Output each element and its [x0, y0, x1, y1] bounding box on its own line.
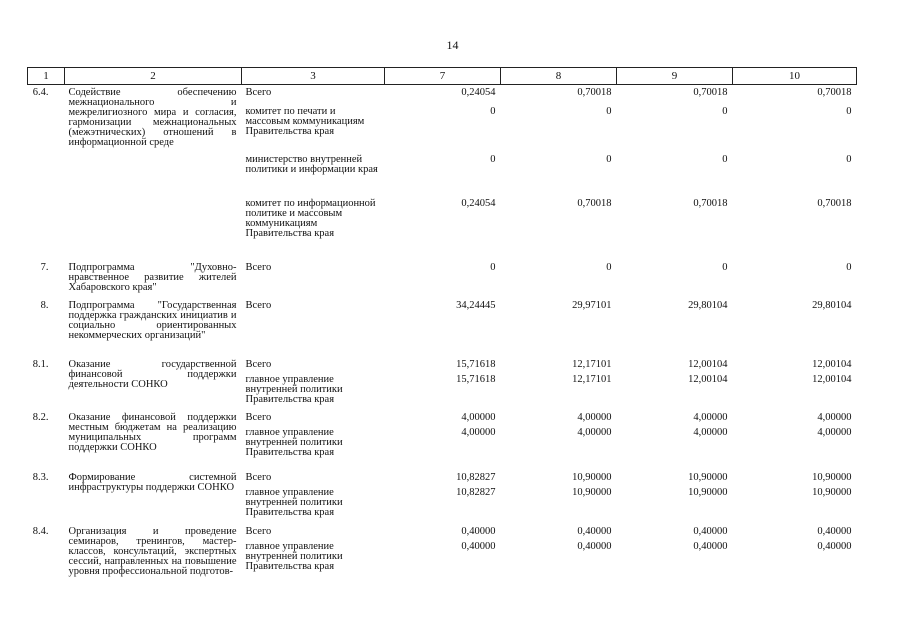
executor: Всего [245, 525, 272, 537]
activity-name: Оказание финансовой поддержки местным бюджетам на реализацию муниципальных программ поддержки СОНКО [68, 411, 237, 453]
column-header: 3 [242, 68, 385, 85]
value-col9: 4,00000 [693, 426, 728, 438]
value-col10: 10,90000 [812, 486, 852, 498]
value-col7: 0,24054 [461, 197, 496, 209]
row-index: 8.1. [32, 358, 49, 370]
value-col10: 10,90000 [812, 471, 852, 483]
column-header: 10 [733, 68, 857, 85]
executor: главное управление внутренней политики Правительства края [245, 426, 343, 458]
value-col10: 0 [846, 261, 852, 273]
value-col8: 0,40000 [577, 540, 612, 552]
value-col9: 10,90000 [688, 471, 728, 483]
value-col9: 0,40000 [693, 540, 728, 552]
row-index [28, 375, 65, 413]
activity-name: Подпрограмма "Духовно-нравственное развитие жителей Хабаровского края" [68, 261, 237, 293]
value-col7: 15,71618 [456, 358, 496, 370]
executor: Всего [245, 299, 272, 311]
value-col10: 4,00000 [817, 426, 852, 438]
value-col8: 0 [606, 261, 612, 273]
row-index [28, 199, 65, 263]
executor: главное управление внутренней политики Правительства края [245, 540, 343, 572]
table-row [28, 413, 857, 428]
executor: министерство внутренней политики и информации края [245, 153, 378, 175]
value-col8: 4,00000 [577, 426, 612, 438]
value-col10: 0,40000 [817, 525, 852, 537]
row-index [28, 107, 65, 155]
value-col7: 34,24445 [456, 299, 496, 311]
value-col10: 29,80104 [812, 299, 852, 311]
value-col10: 12,00104 [812, 358, 852, 370]
row-index: 8.3. [32, 471, 49, 483]
row-index: 7. [40, 261, 49, 273]
value-col8: 0,40000 [577, 525, 612, 537]
value-col7: 10,82827 [456, 486, 496, 498]
value-col8: 0,70018 [577, 197, 612, 209]
row-index [28, 155, 65, 199]
value-col7: 0,40000 [461, 525, 496, 537]
value-col9: 0,70018 [693, 197, 728, 209]
value-col9: 12,00104 [688, 358, 728, 370]
row-index [28, 488, 65, 527]
value-col8: 12,17101 [572, 373, 612, 385]
value-col7: 15,71618 [456, 373, 496, 385]
budget-table [27, 67, 857, 577]
row-index: 8.4. [32, 525, 49, 537]
column-header: 1 [28, 68, 65, 85]
value-col7: 0,40000 [461, 540, 496, 552]
page-number: 14 [446, 38, 459, 52]
table-header-row [28, 68, 857, 85]
column-header: 8 [501, 68, 617, 85]
row-index: 8.2. [32, 411, 49, 423]
executor: главное управление внутренней политики Правительства края [245, 486, 343, 518]
value-col8: 0 [606, 153, 612, 165]
executor: главное управление внутренней политики Правительства края [245, 373, 343, 405]
value-col9: 4,00000 [693, 411, 728, 423]
value-col7: 0 [490, 153, 496, 165]
executor: комитет по печати и массовым коммуникациям Правительства края [245, 105, 365, 137]
activity-name: Подпрограмма "Государственная поддержка гражданских инициатив и социально ориентированных некоммерческих организаций" [68, 299, 237, 341]
value-col9: 12,00104 [688, 373, 728, 385]
value-col8: 10,90000 [572, 486, 612, 498]
value-col9: 10,90000 [688, 486, 728, 498]
executor: Всего [245, 411, 272, 423]
activity-name: Оказание государственной финансовой поддержки деятельности СОНКО [68, 358, 237, 390]
value-col8: 12,17101 [572, 358, 612, 370]
value-col7: 0,24054 [461, 87, 496, 98]
value-col7: 0 [490, 261, 496, 273]
table-row [28, 85, 857, 107]
value-col7: 10,82827 [456, 471, 496, 483]
column-header: 7 [385, 68, 501, 85]
value-col8: 0,70018 [577, 87, 612, 98]
value-col10: 0 [846, 105, 852, 117]
value-col9: 0 [722, 153, 728, 165]
table-row [28, 527, 857, 542]
activity-name: Формирование системной инфраструктуры поддержки СОНКО [68, 471, 237, 493]
value-col7: 0 [490, 105, 496, 117]
column-header: 2 [65, 68, 242, 85]
value-col10: 0,40000 [817, 540, 852, 552]
table-row [28, 473, 857, 488]
executor: Всего [245, 261, 272, 273]
value-col9: 29,80104 [688, 299, 728, 311]
value-col9: 0 [722, 261, 728, 273]
value-col9: 0,70018 [693, 87, 728, 98]
table-row [28, 263, 857, 301]
value-col10: 12,00104 [812, 373, 852, 385]
value-col10: 0 [846, 153, 852, 165]
row-index: 6.4. [32, 87, 49, 98]
executor: Всего [245, 471, 272, 483]
value-col8: 4,00000 [577, 411, 612, 423]
column-header: 9 [617, 68, 733, 85]
row-index [28, 428, 65, 473]
value-col9: 0,40000 [693, 525, 728, 537]
value-col10: 4,00000 [817, 411, 852, 423]
row-index: 8. [40, 299, 49, 311]
row-index [28, 542, 65, 577]
value-col8: 10,90000 [572, 471, 612, 483]
value-col10: 0,70018 [817, 87, 852, 98]
executor: Всего [245, 87, 272, 98]
value-col8: 29,97101 [572, 299, 612, 311]
table-row [28, 301, 857, 360]
value-col8: 0 [606, 105, 612, 117]
executor: Всего [245, 358, 272, 370]
value-col9: 0 [722, 105, 728, 117]
activity-name: Содействие обеспечению межнационального и межрелигиозного мира и согласия, гармонизации межнациональных (межэтнических) отношений в информационной среде [68, 87, 237, 148]
value-col10: 0,70018 [817, 197, 852, 209]
table-row [28, 360, 857, 375]
executor: комитет по информационной политике и массовым коммуникациям Правительства края [245, 197, 376, 239]
activity-name: Организация и проведение семинаров, тренингов, мастер-классов, консультаций, экспертных сессий, направленных на повышение уровня профессиональной подготов- [68, 525, 237, 577]
value-col7: 4,00000 [461, 411, 496, 423]
value-col7: 4,00000 [461, 426, 496, 438]
